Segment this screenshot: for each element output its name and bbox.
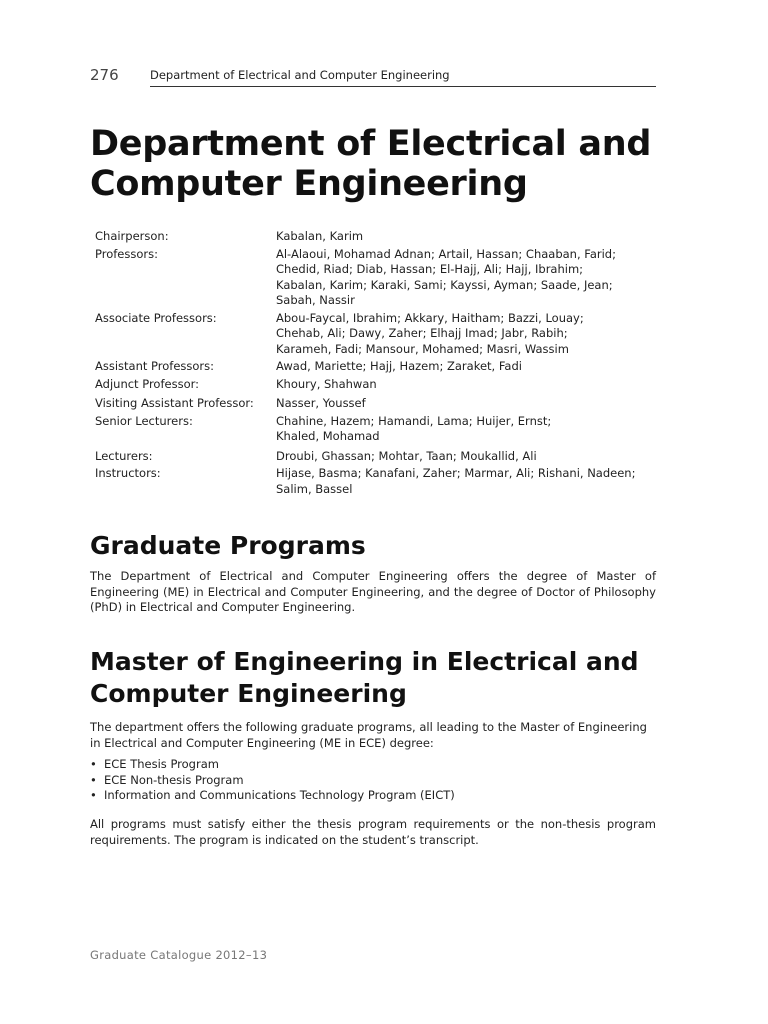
- faculty-names-line: Abou-Faycal, Ibrahim; Akkary, Haitham; Bazzi, Louay;: [276, 310, 584, 325]
- faculty-names-line: Al-Alaoui, Mohamad Adnan; Artail, Hassan; Chaaban, Farid;: [276, 246, 616, 261]
- faculty-role: Professors:: [95, 246, 158, 261]
- faculty-names: [276, 466, 656, 497]
- faculty-names-line: Kabalan, Karim; Karaki, Sami; Kayssi, Ayman; Saade, Jean;: [276, 277, 613, 292]
- master-engineering-heading: [90, 646, 690, 710]
- program-name: Information and Communications Technology Program (EICT): [104, 788, 455, 802]
- graduate-programs-body: The Department of Electrical and Computer Engineering offers the degree of Master of Engineering (ME) in Electrical and Computer Engineering, and the degree of Doctor of Philosophy (PhD) in Electrical and Computer Engineering.: [90, 569, 656, 614]
- faculty-role: Visiting Assistant Professor:: [95, 396, 254, 410]
- master-heading-line-1: Master of Engineering in Electrical and: [90, 647, 639, 676]
- faculty-names: [276, 247, 656, 309]
- faculty-row-associate-professors: [95, 311, 665, 358]
- header-rule: [150, 86, 656, 87]
- faculty-role: Chairperson:: [95, 229, 169, 243]
- faculty-names-line: Chahine, Hazem; Hamandi, Lama; Huijer, Ernst;: [276, 413, 552, 428]
- program-requirements-note: All programs must satisfy either the thesis program requirements or the non-thesis program requirements. The program is indicated on the student’s transcript.: [90, 817, 656, 847]
- list-item: [90, 757, 455, 773]
- page-number: 276: [90, 66, 119, 84]
- faculty-names: [276, 414, 656, 445]
- faculty-row-instructors: [95, 466, 665, 497]
- page-footer: Graduate Catalogue 2012–13: [90, 948, 268, 962]
- master-intro: The department offers the following graduate programs, all leading to the Master of Engineering in Electrical and Computer Engineering (ME in ECE) degree:: [90, 720, 647, 750]
- faculty-names-line: Hijase, Basma; Kanafani, Zaher; Marmar, Ali; Rishani, Nadeen;: [276, 466, 636, 480]
- faculty-list: [95, 229, 665, 499]
- program-name: ECE Non-thesis Program: [104, 772, 244, 787]
- faculty-role: Senior Lecturers:: [95, 413, 193, 428]
- faculty-names-line: Sabah, Nassir: [276, 293, 355, 307]
- faculty-names: [276, 377, 656, 393]
- faculty-role: Instructors:: [95, 466, 161, 480]
- faculty-names-line: Chedid, Riad; Diab, Hassan; El-Hajj, Ali; Hajj, Ibrahim;: [276, 262, 584, 276]
- faculty-names-line: Khaled, Mohamad: [276, 429, 380, 443]
- list-item: [90, 788, 455, 804]
- faculty-names-line: Khoury, Shahwan: [276, 376, 377, 391]
- faculty-names-line: Droubi, Ghassan; Mohtar, Taan; Moukallid, Ali: [276, 448, 537, 463]
- bullet-icon: •: [90, 772, 97, 787]
- page-header: [90, 66, 656, 88]
- faculty-names-line: Nasser, Youssef: [276, 396, 366, 410]
- faculty-row-chairperson: [95, 229, 665, 245]
- faculty-names: [276, 229, 656, 245]
- bullet-icon: •: [90, 788, 97, 802]
- faculty-row-lecturers: [95, 449, 665, 465]
- faculty-names: [276, 311, 656, 358]
- graduate-programs-heading: Graduate Programs: [90, 531, 366, 560]
- faculty-row-visiting-assistant-professor: [95, 396, 665, 412]
- bullet-icon: •: [90, 757, 97, 771]
- faculty-role: Assistant Professors:: [95, 359, 215, 373]
- faculty-names-line: Salim, Bassel: [276, 481, 353, 496]
- faculty-names-line: Karameh, Fadi; Mansour, Mohamed; Masri, Wassim: [276, 341, 569, 356]
- faculty-names-line: Chehab, Ali; Dawy, Zaher; Elhajj Imad; Jabr, Rabih;: [276, 326, 568, 340]
- faculty-names-line: Kabalan, Karim: [276, 229, 364, 243]
- faculty-names: [276, 396, 656, 412]
- program-name: ECE Thesis Program: [104, 757, 219, 771]
- faculty-names-line: Awad, Mariette; Hajj, Hazem; Zaraket, Fadi: [276, 359, 522, 373]
- list-item: [90, 773, 455, 789]
- faculty-role: Associate Professors:: [95, 310, 217, 325]
- faculty-names: [276, 359, 656, 375]
- faculty-row-professors: [95, 247, 665, 309]
- faculty-names: [276, 449, 656, 465]
- page-title-line-2: Computer Engineering: [90, 164, 528, 204]
- faculty-row-assistant-professors: [95, 359, 665, 375]
- faculty-row-adjunct-professor: [95, 377, 665, 393]
- running-title: Department of Electrical and Computer Engineering: [150, 68, 450, 82]
- faculty-role: Adjunct Professor:: [95, 376, 200, 391]
- master-heading-line-2: Computer Engineering: [90, 679, 407, 708]
- faculty-row-senior-lecturers: [95, 414, 665, 445]
- page-title: [90, 124, 690, 204]
- faculty-role: Lecturers:: [95, 448, 153, 463]
- page-title-line-1: Department of Electrical and: [90, 124, 652, 164]
- program-list: [90, 757, 455, 804]
